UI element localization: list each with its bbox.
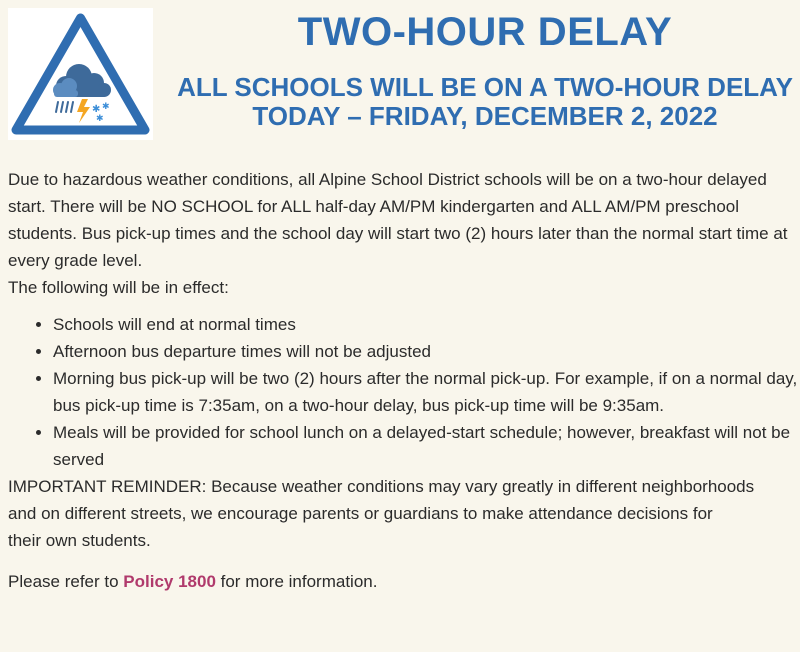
subtitle-line-1: ALL SCHOOLS WILL BE ON A TWO-HOUR DELAY bbox=[177, 72, 793, 102]
list-item: • Morning bus pick-up will be two (2) hours after the normal pick-up. For example, if on a normal day, bus pick-up time is 7:35am, on a two-hour delay, bus pick-up time will be 9:35am. bbox=[53, 365, 800, 419]
effects-list bbox=[8, 311, 800, 473]
svg-text:✱: ✱ bbox=[96, 114, 104, 124]
svg-text:✱: ✱ bbox=[102, 102, 110, 112]
svg-text:✱: ✱ bbox=[92, 104, 101, 115]
reminder-line-2: and on different streets, we encourage parents or guardians to make attendance decisions for bbox=[8, 504, 713, 523]
page-subtitle bbox=[170, 73, 800, 131]
page-title: TWO-HOUR DELAY bbox=[297, 10, 673, 54]
weather-warning-logo bbox=[8, 8, 153, 140]
reminder-line-1: IMPORTANT REMINDER: Because weather conditions may vary greatly in different neighborhoods bbox=[8, 477, 755, 496]
list-item: • Afternoon bus departure times will not be adjusted bbox=[53, 338, 800, 365]
reminder-line-3: their own students. bbox=[8, 531, 151, 550]
policy-paragraph bbox=[8, 568, 800, 595]
following-text: The following will be in effect: bbox=[8, 278, 229, 297]
policy-suffix: for more information. bbox=[215, 572, 378, 591]
policy-1800-link[interactable]: Policy 1800 bbox=[123, 572, 216, 591]
announcement-body bbox=[8, 166, 800, 595]
policy-prefix: Please refer to bbox=[8, 572, 124, 591]
weather-warning-icon bbox=[8, 8, 153, 140]
intro-paragraph: Due to hazardous weather conditions, all Alpine School District schools will be on a two-hour delayed start. There will be NO SCHOOL for ALL half-day AM/PM kindergarten and ALL AM/PM preschool students. Bus pick-up times and the school day will start two (2) hours later than the normal start time at every grade level. bbox=[8, 170, 788, 270]
list-item: • Meals will be provided for school lunch on a delayed-start schedule; however, breakfast will not be served bbox=[53, 419, 800, 473]
subtitle-line-2: TODAY – FRIDAY, DECEMBER 2, 2022 bbox=[252, 101, 718, 131]
list-item: • Schools will end at normal times bbox=[53, 311, 800, 338]
important-reminder bbox=[8, 473, 800, 554]
